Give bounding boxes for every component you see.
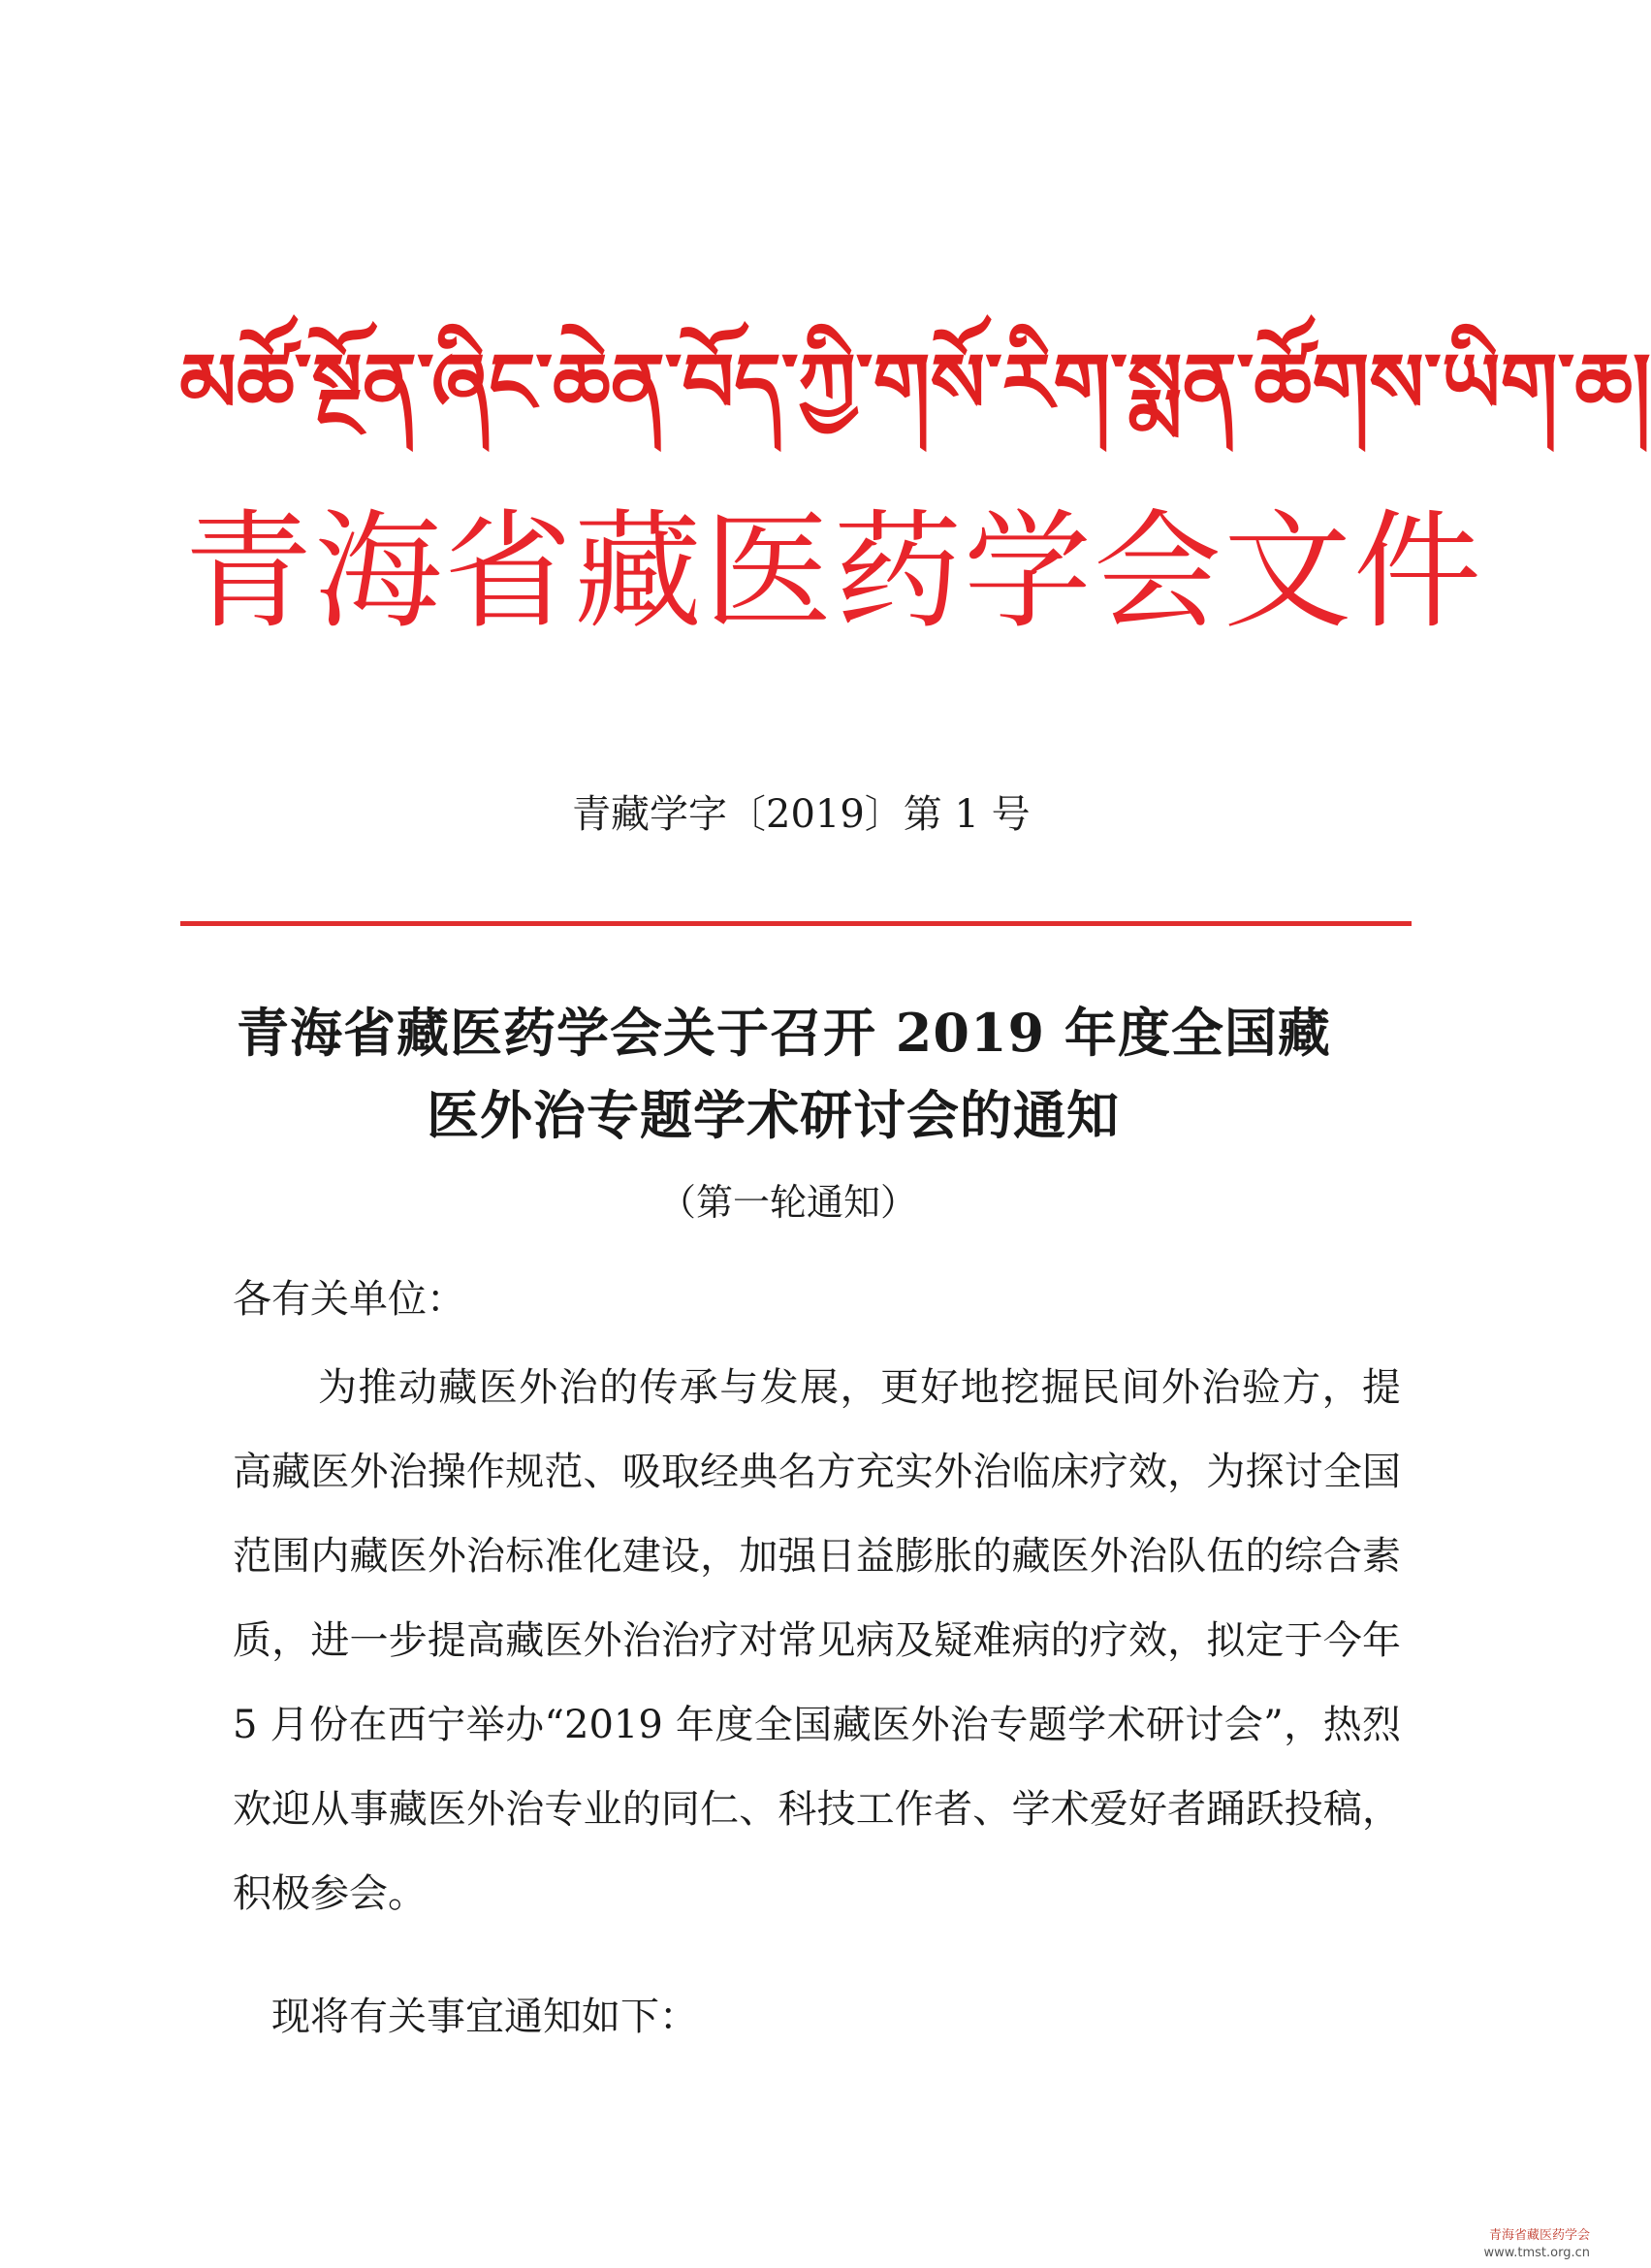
intro-line: 现将有关事宜通知如下： (271, 1995, 698, 2039)
notice-title-line-2: 医外治专题学术研讨会的通知 (427, 1084, 1120, 1146)
body-paragraph: 为推动藏医外治的传承与发展，更好地挖掘民间外治验方，提高藏医外治操作规范、吸取经典名方充实外治临床疗效，为探讨全国范围内藏医外治标准化建设，加强日益膨胀的藏医外治队伍的综合素质，进一步提高藏医外治治疗对常见病及疑难病的疗效，拟定于今年 5 月份在西宁举办“2019 年度全国藏医外治专题学术研讨会”，热烈欢迎从事藏医外治专业的同仁、科技工作者、学术爱好者踊跃投稿，积极参会。 (233, 1365, 1401, 1916)
notice-title-line-1: 青海省藏医药学会关于召开 2019 年度全国藏 (237, 1002, 1331, 1064)
document-number: 青藏学字〔2019〕第 1 号 (572, 792, 1031, 837)
site-watermark (1483, 2227, 1590, 2266)
watermark-org: 青海省藏医药学会 (1488, 2228, 1590, 2243)
salutation: 各有关单位： (233, 1277, 465, 1322)
org-document-title: 青海省藏医药学会文件 (184, 497, 1483, 647)
tibetan-header-title: མཚོ་སྔོན་ཞིང་ཆེན་བོད་ཀྱི་གསོ་རིག་སྨན་ཚོགས་ཡིག་ཆ། (179, 335, 1651, 431)
red-divider-line (180, 921, 1412, 926)
watermark-url: www.tmst.org.cn (1483, 2246, 1590, 2260)
notice-subtitle: （第一轮通知） (659, 1181, 918, 1224)
